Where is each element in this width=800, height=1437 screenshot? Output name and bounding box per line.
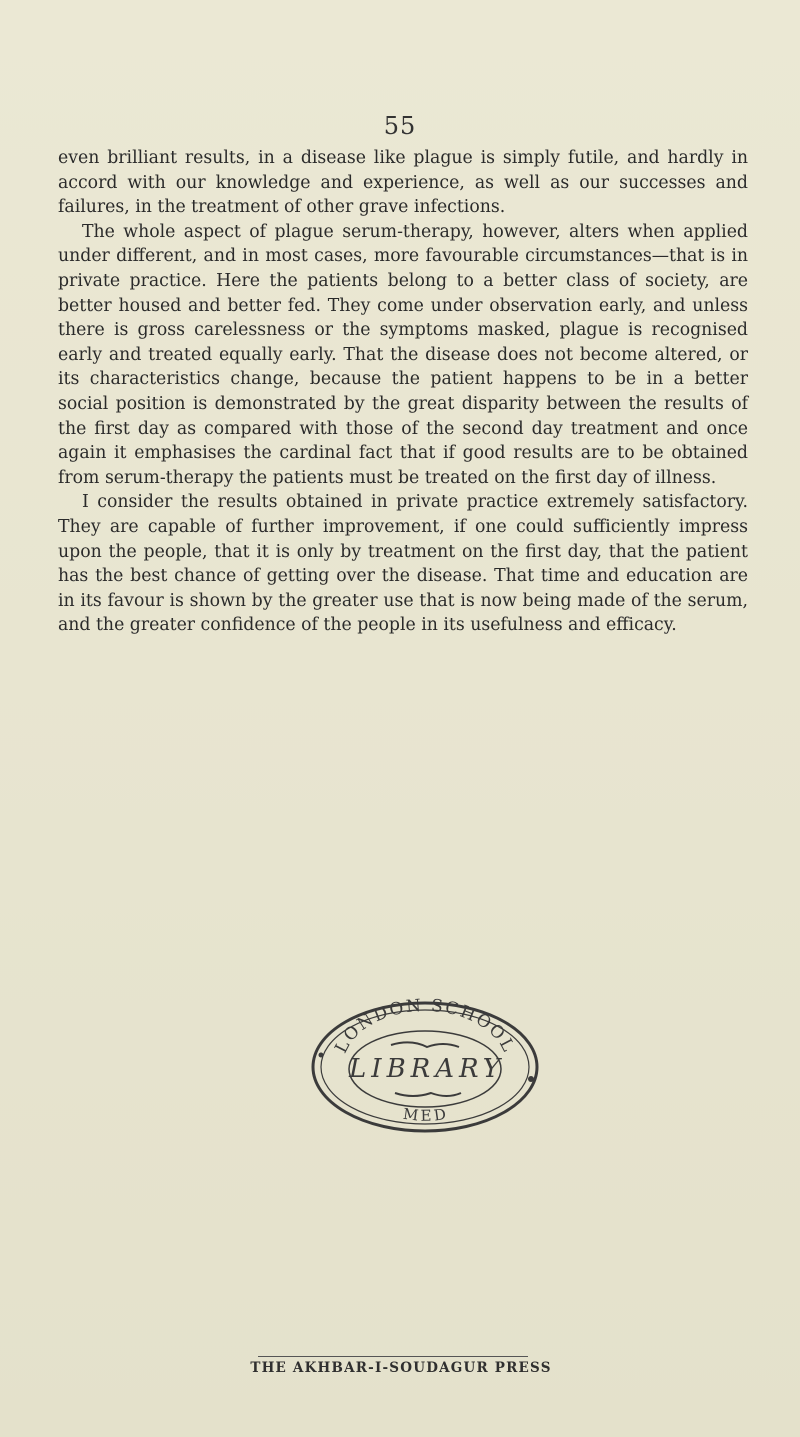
library-stamp-icon bbox=[303, 995, 545, 1137]
page-number: 55 bbox=[383, 112, 417, 140]
library-stamp bbox=[303, 995, 545, 1137]
printer-imprint: THE AKHBAR-I-SOUDAGUR PRESS bbox=[250, 1360, 552, 1376]
stamp-center-text: LIBRARY bbox=[349, 1054, 505, 1084]
paragraph-1: even brilliant results, in a disease like plague is simply futile, and hardly in accord with our knowledge and experience, as well as our successes and failures, in the treatment of other grave infections. bbox=[58, 148, 748, 218]
svg-text:LONDON SCHOOL bbox=[331, 996, 518, 1057]
svg-text:MED bbox=[402, 1105, 450, 1125]
paragraph-2: The whole aspect of plague serum-therapy, however, alters when applied under different, and in most cases, more favourable circumstances—that is in private practice. Here the patients belong to a better class of society, are better housed and better fed. They come under observation early, and unless there is gross carelessness or the symptoms masked, plague is recognised early and treated equally early. That the disease does not become altered, or its characteristics change, because the patient happens to be in a better social position is demonstrated by the great disparity between the results of the first day as compared with those of the second day treatment and once again it emphasises the cardinal fact that if good results are to be obtained from serum-therapy the patients must be treated on the first day of illness. bbox=[58, 221, 748, 488]
paragraph-3: I consider the results obtained in private practice extremely satisfactory. They are capable of further improvement, if one could sufficiently impress upon the people, that it is only by treatment on the first day, that the patient has the best chance of getting over the disease. That time and education are in its favour is shown by the greater use that is now being made of the serum, and the greater confidence of the people in its usefulness and efficacy. bbox=[58, 492, 748, 636]
stamp-bottom-text: MED bbox=[401, 1104, 451, 1125]
body-text bbox=[58, 146, 748, 638]
footer-divider bbox=[258, 1356, 528, 1357]
stamp-top-text: LONDON SCHOOL bbox=[331, 995, 519, 1057]
